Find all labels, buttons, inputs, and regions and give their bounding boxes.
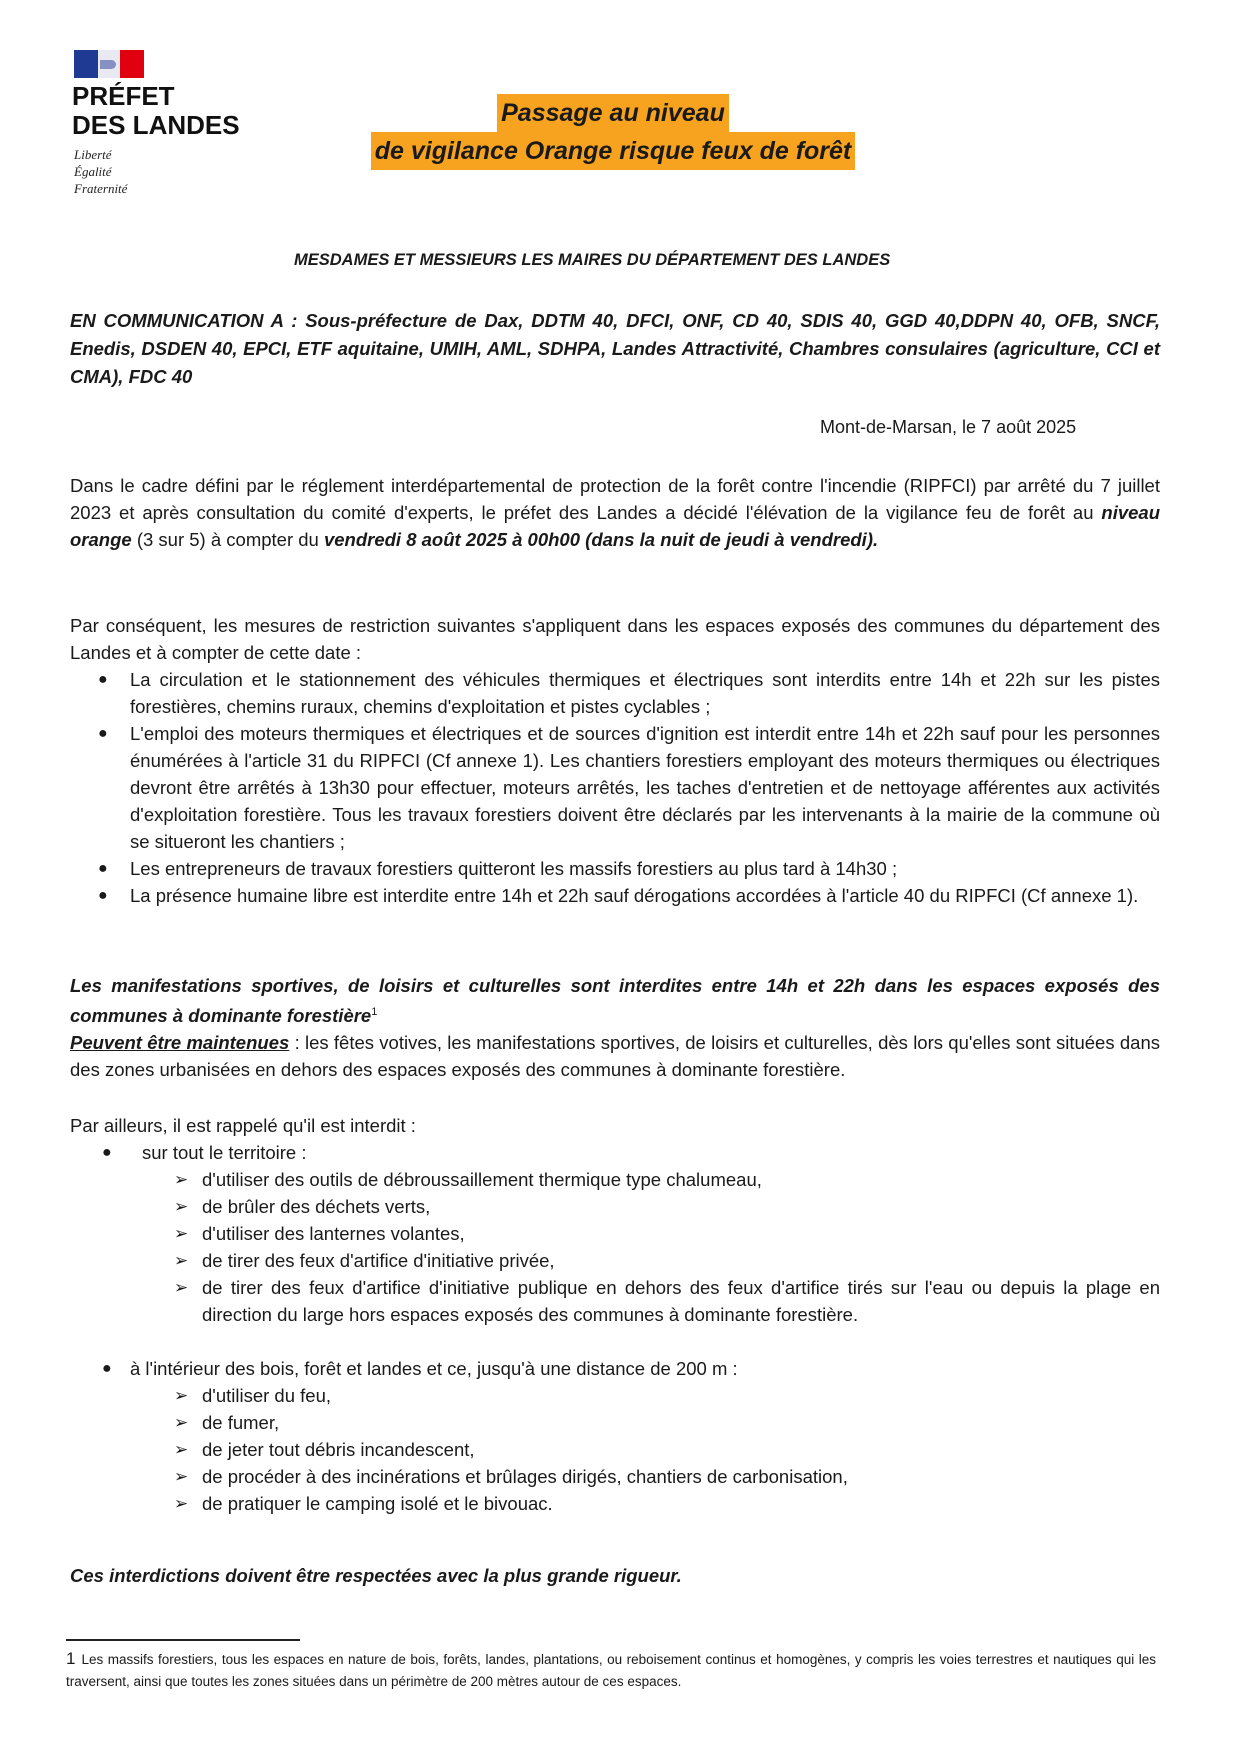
arrow-bullet-icon: ➢ [174, 1440, 189, 1459]
list-item-text: de brûler des déchets verts, [202, 1196, 431, 1217]
intro-paragraph [70, 472, 1160, 553]
list-item [172, 1436, 1160, 1463]
list-item-text: L'emploi des moteurs thermiques et électriques et de sources d'ignition est interdit entre 14h et 22h sauf pour les personnes énumérées à l'article 31 du RIPFCI (Cf annexe 1). Les chantiers forestiers employant des moteurs thermiques ou électriques devront être arrêtés à 13h30 pour effectuer, moteurs arrêtés, les taches d'entretien et de nettoyage afférentes aux activités d'exploitation forestière. Tous les travaux forestiers doivent être déclarés par les intervenants à la mairie de la commune où se situeront les chantiers ; [130, 723, 1160, 852]
list-item-text: Les entrepreneurs de travaux forestiers quitteront les massifs forestiers au plus tard à 14h30 ; [130, 858, 898, 879]
restrictions-section [70, 612, 1160, 909]
closing-statement: Ces interdictions doivent être respectées avec la plus grande rigueur. [70, 1565, 682, 1586]
title-line-1: Passage au niveau [497, 94, 729, 132]
footnote-number: 1 [66, 1649, 76, 1668]
rappel-group-2 [70, 1355, 1160, 1382]
restrictions-list [70, 666, 1160, 909]
devise [74, 146, 127, 197]
group-title: sur tout le territoire : [142, 1142, 307, 1163]
rappel-group-1-items [172, 1166, 1160, 1328]
maintained-label: Peuvent être maintenues [70, 1032, 290, 1054]
list-item [172, 1490, 1160, 1517]
document-title [328, 94, 898, 170]
bullet-icon: ● [98, 887, 108, 904]
arrow-bullet-icon: ➢ [174, 1197, 189, 1216]
list-item [172, 1463, 1160, 1490]
list-item-text: de fumer, [202, 1412, 280, 1433]
footnote-ref: 1 [371, 1006, 378, 1018]
list-item-text: d'utiliser des lanternes volantes, [202, 1223, 465, 1244]
arrow-bullet-icon: ➢ [174, 1413, 189, 1432]
list-item [172, 1274, 1160, 1328]
rappel-lead: Par ailleurs, il est rappelé qu'il est interdit : [70, 1115, 416, 1136]
prefet-line-1: PRÉFET [72, 81, 175, 111]
bullet-icon: ● [102, 1360, 112, 1377]
list-item-text: de tirer des feux d'artifice d'initiative publique en dehors des feux d'artifice tirés sur l'eau ou depuis la plage en direction du large hors espaces exposés des communes à dominante forestière. [202, 1277, 1160, 1325]
manifestations-bold: Les manifestations sportives, de loisirs et culturelles sont interdites entre 14h et 22h dans les espaces exposés des communes à dominante forestière [70, 975, 1160, 1027]
list-item [70, 1139, 1160, 1166]
arrow-bullet-icon: ➢ [174, 1386, 189, 1405]
list-item [172, 1166, 1160, 1193]
list-item [70, 666, 1160, 720]
prefet-block [72, 82, 292, 140]
footnote-separator [66, 1639, 300, 1641]
maintained-text: : les fêtes votives, les manifestations sportives, de loisirs et culturelles, dès lors qu'elles sont situées dans des zones urbanisées en dehors des espaces exposés des communes à dominante forestière. [70, 1032, 1160, 1081]
arrow-bullet-icon: ➢ [174, 1278, 189, 1297]
bullet-icon: ● [98, 671, 108, 688]
intro-bold-level: niveau orange [70, 502, 1160, 550]
intro-text-1: Dans le cadre défini par le réglement interdépartemental de protection de la forêt contre l'incendie (RIPFCI) par arrêté du 7 juillet 2023 et après consultation du comité d'experts, le préfet des Landes a décidé l'élévation de la vigilance feu de forêt au [70, 475, 1160, 523]
date-line: Mont-de-Marsan, le 7 août 2025 [820, 417, 1077, 437]
addressee: MESDAMES ET MESSIEURS LES MAIRES DU DÉPARTEMENT DES LANDES [294, 251, 891, 269]
arrow-bullet-icon: ➢ [174, 1494, 189, 1513]
restrictions-lead: Par conséquent, les mesures de restriction suivantes s'appliquent dans les espaces exposés des communes du département des Landes et à compter de cette date : [70, 615, 1160, 663]
bullet-icon: ● [98, 860, 108, 877]
list-item-text: d'utiliser des outils de débroussaillement thermique type chalumeau, [202, 1169, 762, 1190]
footnote [66, 1648, 1156, 1693]
manifestations-section [70, 972, 1160, 1083]
devise-liberte: Liberté [74, 147, 112, 162]
arrow-bullet-icon: ➢ [174, 1170, 189, 1189]
list-item-text: de jeter tout débris incandescent, [202, 1439, 475, 1460]
bullet-icon: ● [98, 725, 108, 742]
footnote-text: Les massifs forestiers, tous les espaces en nature de bois, forêts, landes, plantations, ou reboisement continus et homogènes, y compris les voies terrestres et nautiques qui les traversent, ainsi que toutes les zones situées dans un périmètre de 200 mètres autour de ces espaces. [66, 1652, 1156, 1689]
list-item-text: de pratiquer le camping isolé et le bivouac. [202, 1493, 553, 1514]
list-item-text: d'utiliser du feu, [202, 1385, 331, 1406]
rappel-group-1 [70, 1139, 1160, 1166]
prefet-line-2: DES LANDES [72, 110, 240, 140]
list-item [172, 1409, 1160, 1436]
intro-bold-date: vendredi 8 août 2025 à 00h00 (dans la nuit de jeudi à vendredi). [323, 529, 879, 550]
list-item [70, 882, 1160, 909]
list-item-text: de procéder à des incinérations et brûlages dirigés, chantiers de carbonisation, [202, 1466, 848, 1487]
devise-fraternite: Fraternité [74, 181, 128, 196]
list-item-text: La présence humaine libre est interdite entre 14h et 22h sauf dérogations accordées à l'article 40 du RIPFCI (Cf annexe 1). [130, 885, 1139, 906]
intro-text-2: (3 sur 5) à compter du [131, 529, 324, 550]
arrow-bullet-icon: ➢ [174, 1224, 189, 1243]
bullet-icon: ● [102, 1144, 112, 1161]
list-item [70, 855, 1160, 882]
list-item [172, 1247, 1160, 1274]
list-item-text: La circulation et le stationnement des véhicules thermiques et électriques sont interdits entre 14h et 22h sur les pistes forestières, chemins ruraux, chemins d'exploitation et pistes cyclables ; [130, 669, 1160, 717]
marianne-flag-logo [74, 50, 144, 78]
list-item-text: de tirer des feux d'artifice d'initiative privée, [202, 1250, 555, 1271]
communication-list: EN COMMUNICATION A : Sous-préfecture de Dax, DDTM 40, DFCI, ONF, CD 40, SDIS 40, GGD 40,DDPN 40, OFB, SNCF, Enedis, DSDEN 40, EPCI, ETF aquitaine, UMIH, AML, SDHPA, Landes Attractivité, Chambres consulaires (agriculture, CCI et CMA), FDC 40 [70, 310, 1160, 387]
arrow-bullet-icon: ➢ [174, 1251, 189, 1270]
list-item [172, 1220, 1160, 1247]
list-item [172, 1193, 1160, 1220]
rappel-section [70, 1112, 1160, 1517]
title-line-2: de vigilance Orange risque feux de forêt [371, 132, 856, 170]
list-item [172, 1382, 1160, 1409]
list-item [70, 720, 1160, 855]
devise-egalite: Égalité [74, 164, 112, 179]
group-title: à l'intérieur des bois, forêt et landes et ce, jusqu'à une distance de 200 m : [130, 1358, 738, 1379]
arrow-bullet-icon: ➢ [174, 1467, 189, 1486]
rappel-group-2-items [172, 1382, 1160, 1517]
list-item [70, 1355, 1160, 1382]
